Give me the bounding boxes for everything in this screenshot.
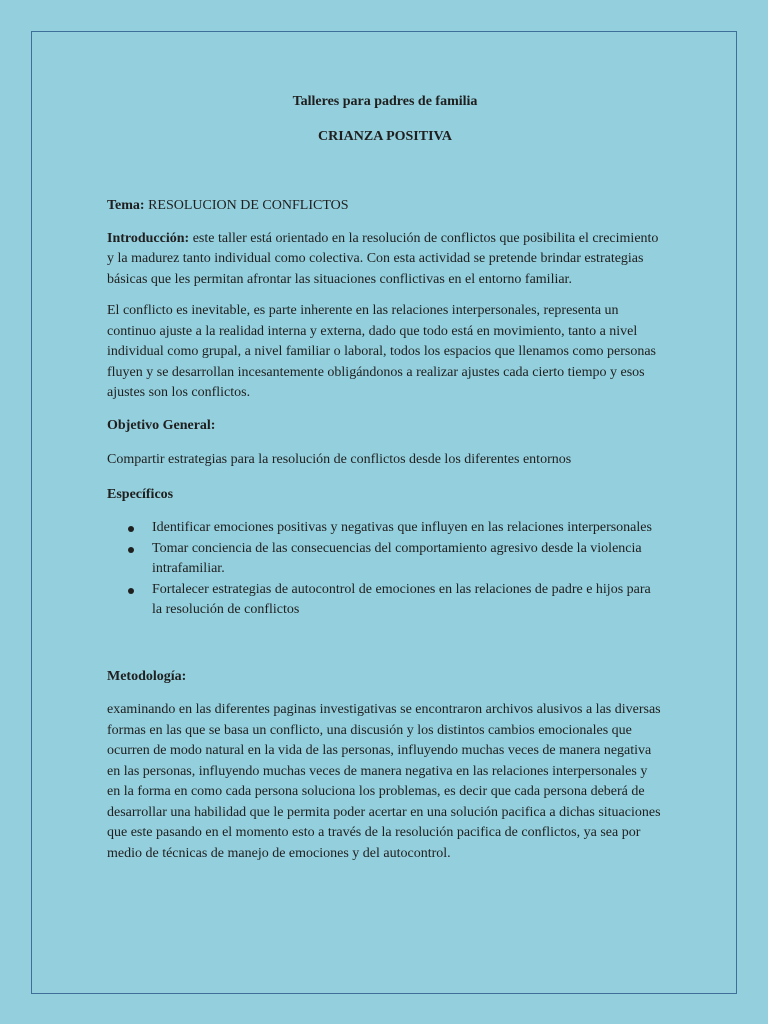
bullet-icon bbox=[128, 526, 134, 532]
especificos-list bbox=[107, 518, 663, 621]
document-subtitle: CRIANZA POSITIVA bbox=[318, 128, 452, 144]
tema-value: RESOLUCION DE CONFLICTOS bbox=[148, 198, 349, 213]
list-item bbox=[107, 518, 663, 539]
document-title: Talleres para padres de familia bbox=[292, 94, 478, 109]
list-item bbox=[107, 539, 663, 580]
list-item bbox=[107, 580, 663, 621]
list-item-text: Tomar conciencia de las consecuencias del comportamiento agresivo desde la violencia intrafamiliar. bbox=[152, 540, 642, 576]
list-item-text: Fortalecer estrategias de autocontrol de emociones en las relaciones de padre e hijos para la resolución de conflictos bbox=[152, 581, 651, 617]
bullet-icon bbox=[128, 547, 134, 553]
conflict-paragraph: El conflicto es inevitable, es parte inherente en las relaciones interpersonales, representa un continuo ajuste a la realidad interna y externa, dado que todo está en movimiento, tanto a nivel individual como grupal, a nivel familiar o laboral, todos los espacios que llenamos como personas fluyen y se desarrollan incesantemente obligándonos a realizar ajustes cada cierto tiempo y esos ajustes son los conflictos. bbox=[107, 303, 656, 400]
metodologia-text: examinando en las diferentes paginas investigativas se encontraron archivos alusivos a las diversas formas en las que se basa un conflicto, una discusión y los distintos cambios emocionales que ocurren de modo natural en la vida de las personas, influyendo muchas veces de manera negativa en las personas, influyendo muchas veces de manera negativa en las relaciones interpersonales y en la forma en como cada persona soluciona los problemas, es decir que cada persona deberá de desarrollar una habilidad que le permita poder acertar en una solución pacifica a dichas situaciones que este pasando en el momento esto a través de la resolución pacifica de conflictos, ya sea por medio de técnicas de manejo de emociones y del autocontrol. bbox=[107, 702, 661, 861]
intro-text: este taller está orientado en la resolución de conflictos que posibilita el crecimiento y la madurez tanto individual como colectiva. Con esta actividad se pretende brindar estrategias básicas que les permitan afrontar las situaciones conflictivas en el entorno familiar. bbox=[107, 230, 659, 287]
metodologia-heading: Metodología: bbox=[107, 668, 187, 684]
list-item-text: Identificar emociones positivas y negativas que influyen en las relaciones interpersonales bbox=[152, 520, 652, 535]
tema-label: Tema: bbox=[107, 198, 145, 213]
objetivo-heading: Objetivo General: bbox=[107, 417, 216, 433]
bullet-icon bbox=[128, 588, 134, 594]
objetivo-text: Compartir estrategias para la resolución de conflictos desde los diferentes entornos bbox=[107, 452, 572, 467]
intro-label: Introducción: bbox=[107, 230, 190, 246]
tema-line bbox=[107, 196, 663, 217]
especificos-heading: Específicos bbox=[107, 486, 174, 502]
document-body bbox=[107, 92, 663, 864]
introduction-paragraph bbox=[107, 229, 663, 291]
